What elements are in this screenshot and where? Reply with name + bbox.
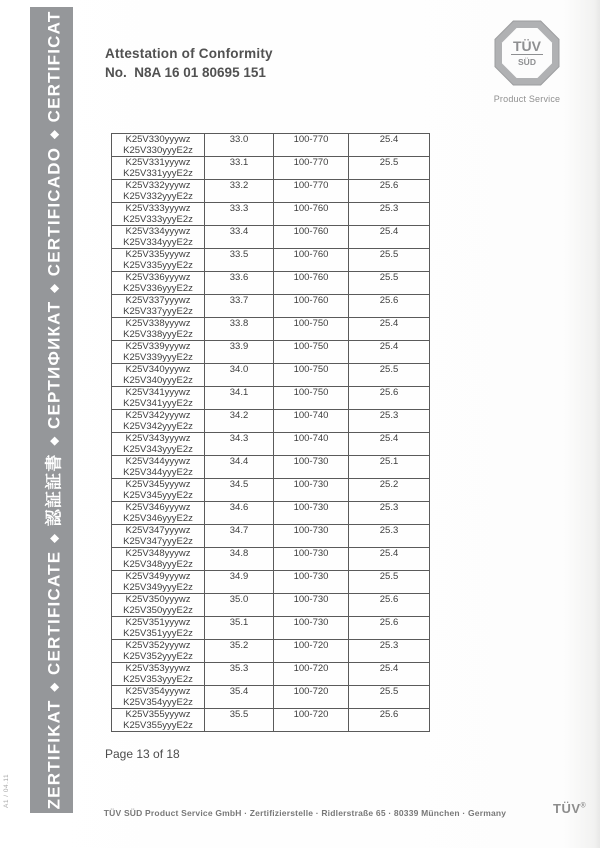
range-cell: 100-770 <box>274 157 349 180</box>
model-variant-e2z: K25V334yyyE2z <box>123 236 193 248</box>
model-variant-wz: K25V331yyywz <box>125 157 191 168</box>
model-variant-e2z: K25V343yyyE2z <box>123 443 193 455</box>
diamond-separator-icon: ◆ <box>48 436 60 446</box>
table-row <box>112 364 430 387</box>
value-cell-1: 33.8 <box>205 318 274 341</box>
range-cell: 100-720 <box>274 686 349 709</box>
value-cell-1: 34.1 <box>205 387 274 410</box>
table-row <box>112 272 430 295</box>
model-variant-e2z: K25V353yyyE2z <box>123 673 193 685</box>
value-cell-3: 25.5 <box>349 686 430 709</box>
value-cell-3: 25.5 <box>349 364 430 387</box>
model-variant-wz: K25V333yyywz <box>125 203 191 214</box>
model-variant-e2z: K25V333yyyE2z <box>123 213 193 225</box>
value-cell-3: 25.5 <box>349 571 430 594</box>
range-cell: 100-750 <box>274 364 349 387</box>
document-header <box>105 46 273 80</box>
table-row <box>112 134 430 157</box>
value-cell-3: 25.3 <box>349 640 430 663</box>
model-variant-wz: K25V354yyywz <box>125 686 191 697</box>
table-row <box>112 387 430 410</box>
range-cell: 100-740 <box>274 410 349 433</box>
value-cell-1: 35.2 <box>205 640 274 663</box>
model-variant-e2z: K25V331yyyE2z <box>123 167 193 179</box>
document-title: Attestation of Conformity <box>105 46 273 61</box>
value-cell-1: 34.4 <box>205 456 274 479</box>
value-cell-3: 25.6 <box>349 594 430 617</box>
model-variant-e2z: K25V338yyyE2z <box>123 328 193 340</box>
value-cell-1: 33.4 <box>205 226 274 249</box>
range-cell: 100-730 <box>274 548 349 571</box>
value-cell-3: 25.3 <box>349 502 430 525</box>
range-cell: 100-730 <box>274 571 349 594</box>
model-cell <box>112 617 205 640</box>
model-cell <box>112 364 205 387</box>
model-variant-e2z: K25V336yyyE2z <box>123 282 193 294</box>
model-variant-wz: K25V355yyywz <box>125 709 191 720</box>
certificate-sidebar <box>30 7 73 813</box>
range-cell: 100-760 <box>274 203 349 226</box>
table-row <box>112 663 430 686</box>
model-variant-e2z: K25V352yyyE2z <box>123 650 193 662</box>
sidebar-word: СЕРТИФИКАТ <box>44 300 63 429</box>
table-row <box>112 410 430 433</box>
model-variant-e2z: K25V332yyyE2z <box>123 190 193 202</box>
model-cell <box>112 502 205 525</box>
model-variant-e2z: K25V345yyyE2z <box>123 489 193 501</box>
diamond-separator-icon: ◆ <box>48 130 60 139</box>
sidebar-word: CERTIFICATE <box>44 550 63 676</box>
model-variant-e2z: K25V349yyyE2z <box>123 581 193 593</box>
value-cell-3: 25.6 <box>349 709 430 732</box>
value-cell-1: 33.7 <box>205 295 274 318</box>
footer-brand-text: TÜV <box>553 801 581 816</box>
footer-brand-mark <box>553 801 586 816</box>
value-cell-3: 25.4 <box>349 341 430 364</box>
value-cell-3: 25.1 <box>349 456 430 479</box>
value-cell-3: 25.3 <box>349 525 430 548</box>
range-cell: 100-730 <box>274 502 349 525</box>
value-cell-1: 35.5 <box>205 709 274 732</box>
range-cell: 100-720 <box>274 640 349 663</box>
model-cell <box>112 249 205 272</box>
model-cell <box>112 686 205 709</box>
conformity-table <box>111 133 430 732</box>
range-cell: 100-730 <box>274 594 349 617</box>
model-variant-e2z: K25V350yyyE2z <box>123 604 193 616</box>
model-variant-wz: K25V351yyywz <box>125 617 191 628</box>
page-indicator: Page 13 of 18 <box>105 747 180 761</box>
range-cell: 100-730 <box>274 617 349 640</box>
model-cell <box>112 433 205 456</box>
model-variant-wz: K25V338yyywz <box>125 318 191 329</box>
model-cell <box>112 203 205 226</box>
model-variant-wz: K25V350yyywz <box>125 594 191 605</box>
model-variant-wz: K25V337yyywz <box>125 295 191 306</box>
value-cell-3: 25.5 <box>349 157 430 180</box>
value-cell-1: 35.4 <box>205 686 274 709</box>
logo-text-tuv: TÜV <box>513 38 541 54</box>
table-row <box>112 157 430 180</box>
value-cell-1: 34.7 <box>205 525 274 548</box>
value-cell-1: 34.9 <box>205 571 274 594</box>
model-variant-wz: K25V339yyywz <box>125 341 191 352</box>
table-row <box>112 686 430 709</box>
table-row <box>112 341 430 364</box>
model-variant-e2z: K25V339yyyE2z <box>123 351 193 363</box>
value-cell-1: 34.5 <box>205 479 274 502</box>
table-row <box>112 594 430 617</box>
model-cell <box>112 410 205 433</box>
model-cell <box>112 456 205 479</box>
model-cell <box>112 134 205 157</box>
model-variant-e2z: K25V346yyyE2z <box>123 512 193 524</box>
value-cell-1: 33.2 <box>205 180 274 203</box>
value-cell-3: 25.4 <box>349 134 430 157</box>
model-cell <box>112 226 205 249</box>
table-row <box>112 640 430 663</box>
model-variant-wz: K25V349yyywz <box>125 571 191 582</box>
model-variant-e2z: K25V347yyyE2z <box>123 535 193 547</box>
diamond-separator-icon: ◆ <box>48 284 60 293</box>
model-variant-wz: K25V336yyywz <box>125 272 191 283</box>
value-cell-3: 25.3 <box>349 410 430 433</box>
model-variant-wz: K25V345yyywz <box>125 479 191 490</box>
model-variant-wz: K25V343yyywz <box>125 433 191 444</box>
range-cell: 100-750 <box>274 387 349 410</box>
logo-caption: Product Service <box>493 94 561 104</box>
value-cell-3: 25.6 <box>349 617 430 640</box>
table-row <box>112 249 430 272</box>
value-cell-3: 25.4 <box>349 548 430 571</box>
model-cell <box>112 479 205 502</box>
model-variant-wz: K25V335yyywz <box>125 249 191 260</box>
table-row <box>112 502 430 525</box>
table-row <box>112 571 430 594</box>
model-variant-wz: K25V330yyywz <box>125 134 191 145</box>
value-cell-3: 25.2 <box>349 479 430 502</box>
range-cell: 100-760 <box>274 272 349 295</box>
value-cell-1: 33.9 <box>205 341 274 364</box>
value-cell-3: 25.5 <box>349 249 430 272</box>
model-variant-e2z: K25V340yyyE2z <box>123 374 193 386</box>
model-cell <box>112 157 205 180</box>
range-cell: 100-740 <box>274 433 349 456</box>
range-cell: 100-760 <box>274 295 349 318</box>
range-cell: 100-750 <box>274 318 349 341</box>
table-row <box>112 318 430 341</box>
range-cell: 100-760 <box>274 249 349 272</box>
range-cell: 100-750 <box>274 341 349 364</box>
model-variant-wz: K25V342yyywz <box>125 410 191 421</box>
model-variant-e2z: K25V341yyyE2z <box>123 397 193 409</box>
model-variant-e2z: K25V344yyyE2z <box>123 466 193 478</box>
model-variant-e2z: K25V330yyyE2z <box>123 144 193 156</box>
model-cell <box>112 525 205 548</box>
value-cell-3: 25.6 <box>349 180 430 203</box>
certificate-number: No. N8A 16 01 80695 151 <box>105 65 266 80</box>
model-cell <box>112 341 205 364</box>
table-row <box>112 295 430 318</box>
value-cell-1: 33.1 <box>205 157 274 180</box>
footer-company-line: TÜV SÜD Product Service GmbH · Zertifizierstelle · Ridlerstraße 65 · 80339 München · Germany <box>103 808 507 818</box>
value-cell-3: 25.4 <box>349 226 430 249</box>
table-row <box>112 180 430 203</box>
model-variant-wz: K25V334yyywz <box>125 226 191 237</box>
range-cell: 100-760 <box>274 226 349 249</box>
value-cell-1: 34.0 <box>205 364 274 387</box>
value-cell-3: 25.4 <box>349 663 430 686</box>
value-cell-1: 35.0 <box>205 594 274 617</box>
diamond-separator-icon: ◆ <box>48 534 60 543</box>
model-variant-e2z: K25V337yyyE2z <box>123 305 193 317</box>
value-cell-1: 34.6 <box>205 502 274 525</box>
model-variant-e2z: K25V355yyyE2z <box>123 719 193 731</box>
range-cell: 100-720 <box>274 663 349 686</box>
conformity-table-grid <box>111 133 430 732</box>
value-cell-1: 34.3 <box>205 433 274 456</box>
model-variant-wz: K25V347yyywz <box>125 525 191 536</box>
registered-trademark-symbol: ® <box>580 802 587 810</box>
model-cell <box>112 272 205 295</box>
sidebar-word: CERTIFICAT <box>44 10 63 123</box>
range-cell: 100-730 <box>274 525 349 548</box>
model-cell <box>112 640 205 663</box>
model-cell <box>112 709 205 732</box>
diamond-separator-icon: ◆ <box>48 683 60 692</box>
table-row <box>112 479 430 502</box>
model-cell <box>112 295 205 318</box>
model-cell <box>112 387 205 410</box>
value-cell-3: 25.6 <box>349 387 430 410</box>
logo-text-sud: SÜD <box>518 57 536 67</box>
range-cell: 100-770 <box>274 180 349 203</box>
model-variant-wz: K25V341yyywz <box>125 387 191 398</box>
model-variant-wz: K25V344yyywz <box>125 456 191 467</box>
sidebar-word: ZERTIFIKAT <box>44 699 63 810</box>
value-cell-1: 33.0 <box>205 134 274 157</box>
model-variant-wz: K25V340yyywz <box>125 364 191 375</box>
table-row <box>112 456 430 479</box>
value-cell-1: 34.8 <box>205 548 274 571</box>
range-cell: 100-730 <box>274 479 349 502</box>
value-cell-3: 25.4 <box>349 433 430 456</box>
model-variant-wz: K25V352yyywz <box>125 640 191 651</box>
table-row <box>112 617 430 640</box>
table-row <box>112 226 430 249</box>
value-cell-1: 34.2 <box>205 410 274 433</box>
range-cell: 100-720 <box>274 709 349 732</box>
model-cell <box>112 594 205 617</box>
table-row <box>112 433 430 456</box>
tuv-octagon-icon <box>494 20 560 86</box>
model-variant-e2z: K25V348yyyE2z <box>123 558 193 570</box>
table-row <box>112 203 430 226</box>
model-variant-e2z: K25V335yyyE2z <box>123 259 193 271</box>
model-variant-wz: K25V346yyywz <box>125 502 191 513</box>
model-variant-e2z: K25V342yyyE2z <box>123 420 193 432</box>
value-cell-1: 35.1 <box>205 617 274 640</box>
value-cell-1: 33.6 <box>205 272 274 295</box>
value-cell-1: 35.3 <box>205 663 274 686</box>
conformity-table-body <box>112 134 430 732</box>
table-row <box>112 548 430 571</box>
value-cell-1: 33.5 <box>205 249 274 272</box>
model-variant-e2z: K25V354yyyE2z <box>123 696 193 708</box>
model-variant-wz: K25V332yyywz <box>125 180 191 191</box>
form-code-note: A1 / 04.11 <box>3 773 10 808</box>
table-row <box>112 525 430 548</box>
value-cell-1: 33.3 <box>205 203 274 226</box>
value-cell-3: 25.3 <box>349 203 430 226</box>
model-cell <box>112 571 205 594</box>
tuv-sud-logo <box>491 20 563 104</box>
value-cell-3: 25.4 <box>349 318 430 341</box>
range-cell: 100-730 <box>274 456 349 479</box>
sidebar-vertical-text <box>39 11 64 810</box>
model-cell <box>112 180 205 203</box>
model-cell <box>112 663 205 686</box>
value-cell-3: 25.6 <box>349 295 430 318</box>
model-cell <box>112 548 205 571</box>
sidebar-word: 認証証書 <box>44 453 63 527</box>
range-cell: 100-770 <box>274 134 349 157</box>
sidebar-word: CERTIFICADO <box>44 146 63 277</box>
model-variant-e2z: K25V351yyyE2z <box>123 627 193 639</box>
value-cell-3: 25.5 <box>349 272 430 295</box>
model-variant-wz: K25V353yyywz <box>125 663 191 674</box>
model-cell <box>112 318 205 341</box>
model-variant-wz: K25V348yyywz <box>125 548 191 559</box>
table-row <box>112 709 430 732</box>
